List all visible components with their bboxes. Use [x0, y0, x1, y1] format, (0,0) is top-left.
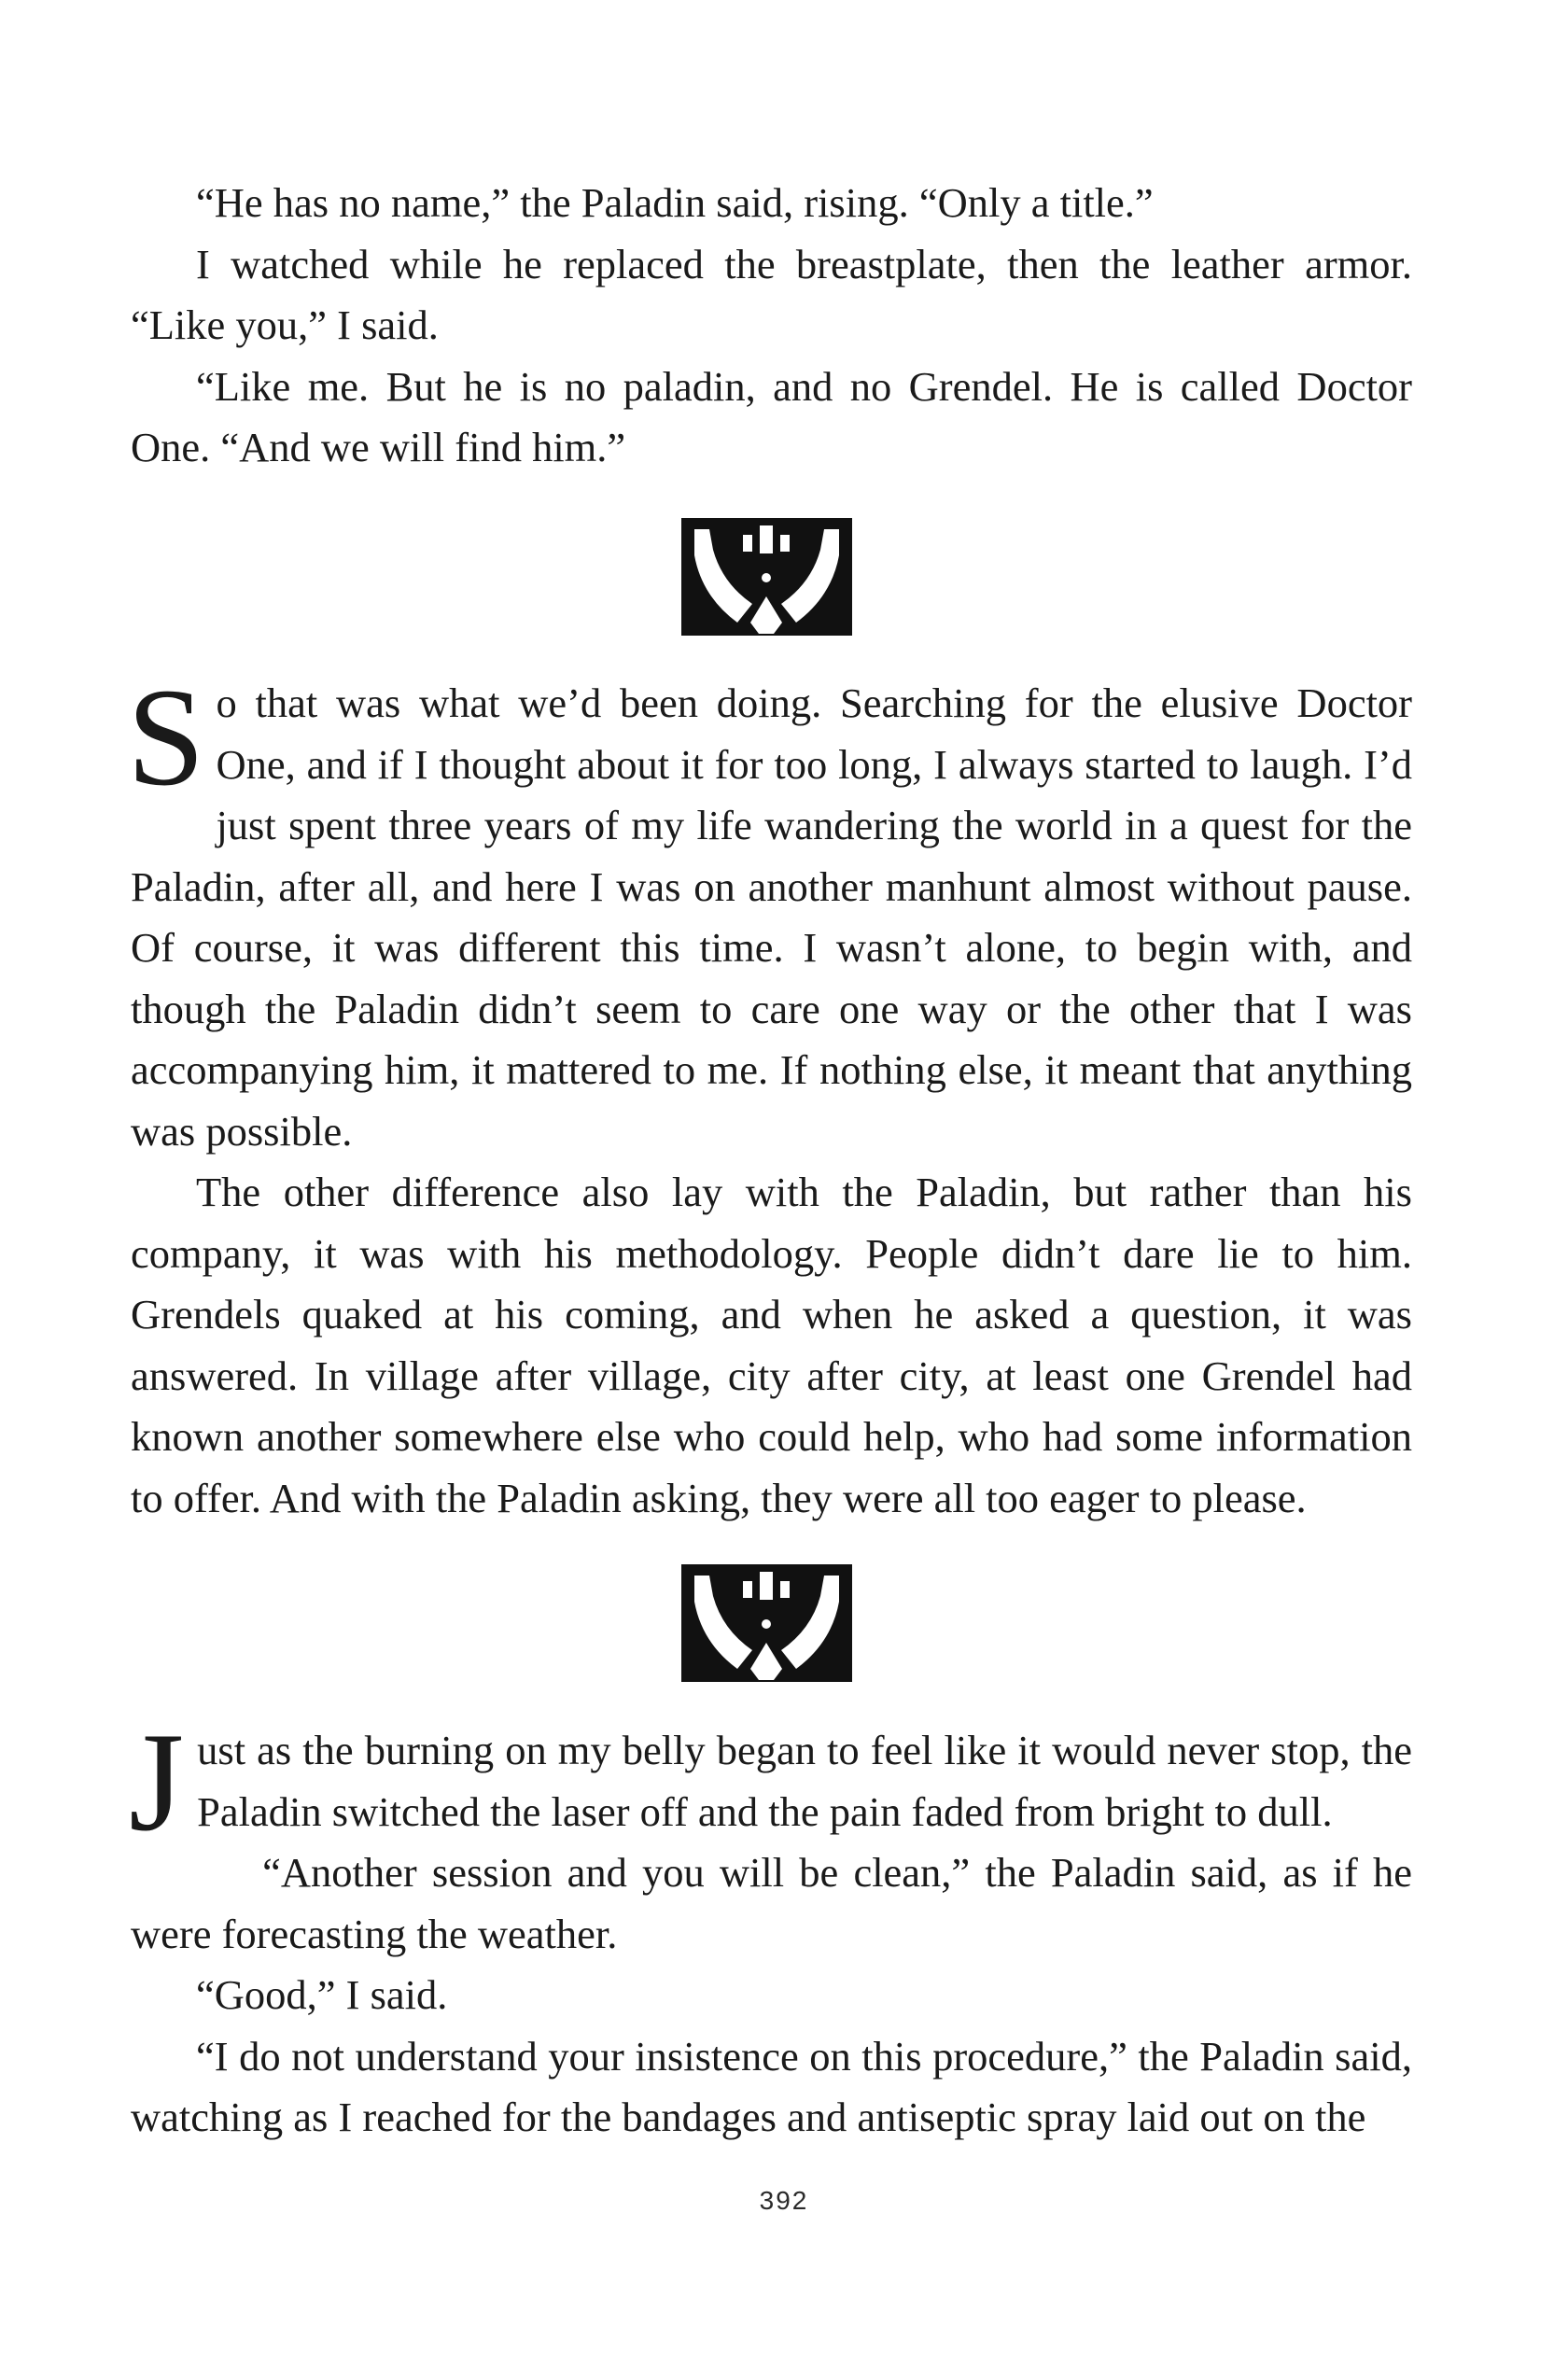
paragraph-with-dropcap: [127, 660, 1412, 1162]
paragraph: “Good,” I said.: [196, 1971, 448, 2018]
paragraph: I watched while he replaced the breastplate, then the leather armor. “Like you,” I said.: [131, 240, 1412, 348]
paragraph: “He has no name,” the Paladin said, rising. “Only a title.”: [196, 179, 1154, 226]
section-two: [127, 660, 1412, 1529]
dropcap-j: J: [129, 1703, 185, 1860]
paragraph: The other difference also lay with the Paladin, but rather than his company, it was with his methodology. People didn’t dare lie to him. Grendels quaked at his coming, and when he asked a question, it was answered. In village after village, city after city, at least one Grendel had known another somewhere else who could help, who had some information to offer. And with the Paladin asking, they were all too eager to please.: [131, 1169, 1412, 1521]
paragraph-with-dropcap: [129, 1703, 1412, 1860]
paragraph-text: o that was what we’d been doing. Searching for the elusive Doctor One, and if I thought about it for too long, I always started to laugh. I’d just spent three years of my life wandering the world in a quest for the Paladin, after all, and here I was on another manhunt almost without pause. Of course, it was different this time. I wasn’t alone, to begin with, and though the Paladin didn’t seem to care one way or the other that I was accompanying him, it mattered to me. If nothing else, it meant that anything was possible.: [131, 679, 1412, 1155]
paragraph: “I do not understand your insistence on this procedure,” the Paladin said, watching as I reached for the bandages and antiseptic spray laid out on the: [131, 2032, 1412, 2140]
section-break-ornament-icon: [681, 518, 852, 636]
paragraph-text: ust as the burning on my belly began to feel like it would never stop, the Paladin switched the laser off and the pain faded from bright to dull.: [197, 1727, 1412, 1835]
paragraph: “Another session and you will be clean,” the Paladin said, as if he were forecasting the weather.: [131, 1849, 1412, 1957]
section-break-ornament-icon: [681, 1564, 852, 1682]
dropcap-s: S: [127, 660, 205, 815]
section-one: [131, 173, 1412, 479]
section-three: [129, 1703, 1412, 2149]
paragraph: “Like me. But he is no paladin, and no Grendel. He is called Doctor One. “And we will find him.”: [131, 362, 1412, 470]
page-number: 392: [759, 2186, 809, 2215]
